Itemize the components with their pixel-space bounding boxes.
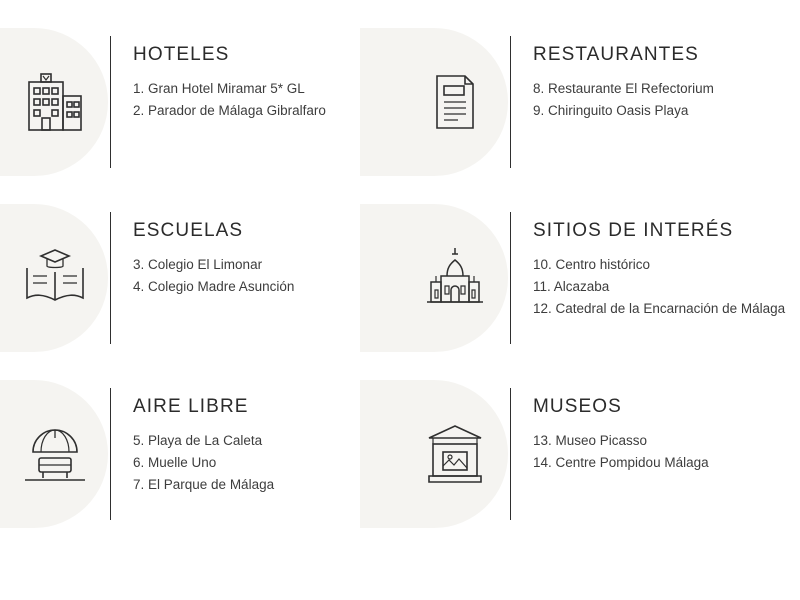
category-divider (110, 212, 111, 344)
category-divider (110, 388, 111, 520)
icon-container-escuelas (0, 204, 110, 352)
category-list (533, 430, 800, 474)
beach-parasol-icon (19, 418, 91, 490)
category-hoteles (0, 28, 400, 204)
category-list (533, 254, 800, 320)
icon-container-museos (400, 380, 510, 528)
museum-icon (419, 418, 491, 490)
list-item: 3. Colegio El Limonar (133, 257, 263, 272)
category-divider (510, 212, 511, 344)
list-item: 1. Gran Hotel Miramar 5* GL (133, 81, 305, 96)
category-list (533, 78, 800, 122)
icon-container-restaurantes (400, 28, 510, 176)
list-item: 13. Museo Picasso (533, 433, 648, 448)
list-item: 6. Muelle Uno (133, 455, 217, 470)
list-item: 12. Catedral de la Encarnación de Málaga (533, 301, 786, 316)
category-divider (510, 36, 511, 168)
category-title: MUSEOS (533, 396, 622, 417)
list-item: 11. Alcazaba (533, 279, 610, 294)
category-text-museos (533, 380, 800, 474)
category-title: ESCUELAS (133, 220, 244, 241)
graduation-book-icon (19, 242, 91, 314)
category-museos (400, 380, 800, 556)
menu-card-icon (419, 66, 491, 138)
category-text-restaurantes (533, 28, 800, 122)
list-item: 5. Playa de La Caleta (133, 433, 263, 448)
category-aire-libre (0, 380, 400, 556)
category-text-sitios (533, 204, 800, 320)
icon-container-hoteles (0, 28, 110, 176)
category-title: HOTELES (133, 44, 230, 65)
icon-container-aire-libre (0, 380, 110, 528)
category-title: RESTAURANTES (533, 44, 699, 65)
category-escuelas (0, 204, 400, 380)
list-item: 7. El Parque de Málaga (133, 477, 275, 492)
category-divider (510, 388, 511, 520)
list-item: 9. Chiringuito Oasis Playa (533, 103, 689, 118)
list-item: 4. Colegio Madre Asunción (133, 279, 295, 294)
hotel-building-icon (19, 66, 91, 138)
category-title: AIRE LIBRE (133, 396, 249, 417)
list-item: 2. Parador de Málaga Gibralfaro (133, 103, 326, 118)
list-item: 8. Restaurante El Refectorium (533, 81, 714, 96)
icon-container-sitios (400, 204, 510, 352)
list-item: 14. Centre Pompidou Málaga (533, 455, 709, 470)
category-title: SITIOS DE INTERÉS (533, 220, 734, 241)
category-divider (110, 36, 111, 168)
cathedral-icon (419, 242, 491, 314)
category-sitios-de-interes (400, 204, 800, 380)
list-item: 10. Centro histórico (533, 257, 651, 272)
category-restaurantes (400, 28, 800, 204)
